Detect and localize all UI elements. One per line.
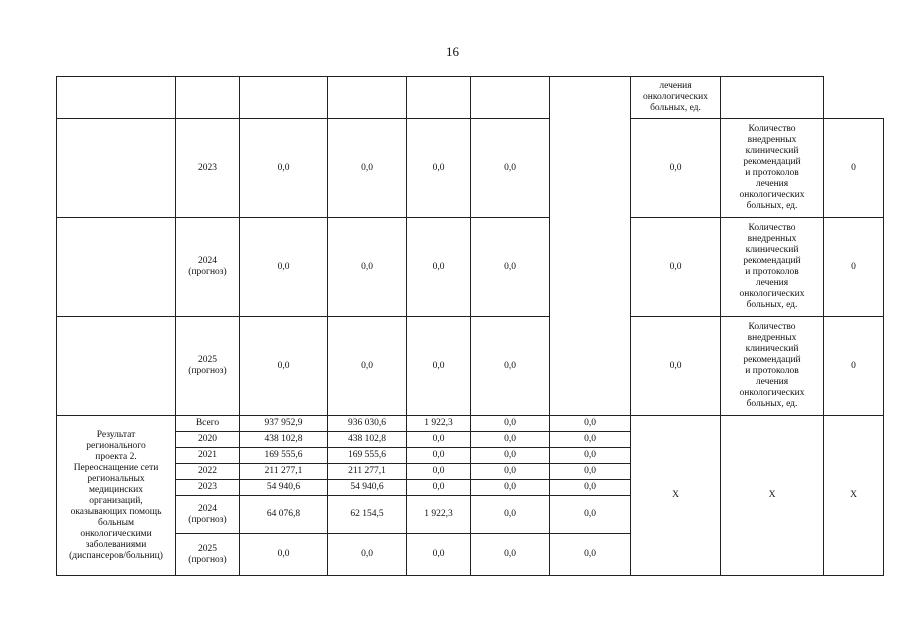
value-cell: 54 940,6 [328,480,407,496]
table-row [57,317,884,416]
value-cell: 0,0 [471,464,550,480]
indicator-text: Количество [748,223,796,233]
value-cell: 0,0 [550,496,631,534]
row-label-cell [57,77,176,119]
year-cell [176,432,240,448]
table-row [57,218,884,317]
target-cell [721,77,824,119]
value-cell: 62 154,5 [328,496,407,534]
result-label-text: заболеваниями [85,539,147,550]
indicator-text: лечения [755,179,789,189]
value-cell: 0,0 [407,218,471,317]
event-cell [550,77,631,416]
result-label-text: больным [97,517,134,528]
value-cell: 438 102,8 [328,432,407,448]
value-cell: 0,0 [407,119,471,218]
indicator-text: больных, ед. [746,399,798,409]
result-label-text: организаций, [89,495,143,506]
value-cell: 0,0 [550,416,631,432]
value-cell: 0,0 [240,317,328,416]
target-cell: 0 [824,218,884,317]
indicator-text: больных, ед. [746,201,798,211]
year-text: 2024 [198,503,217,514]
value-cell: 64 076,8 [240,496,328,534]
year-cell [176,317,240,416]
indicator-text: клинический [745,245,799,255]
result-label-text: Результат [96,429,136,440]
value-cell: 211 277,1 [240,464,328,480]
year-text: 2024 [198,256,217,266]
indicator-text: и протоколов [745,267,799,277]
year-text: (прогноз) [188,366,227,376]
result-label-cell [57,416,176,576]
value-cell: 211 277,1 [328,464,407,480]
value-cell: 0,0 [328,218,407,317]
year-cell [176,496,240,534]
value-cell: 0,0 [550,448,631,464]
result-label-text: региональных [87,473,145,484]
table-row [57,119,884,218]
value-cell: 0,0 [407,432,471,448]
value-cell: 0,0 [328,119,407,218]
indicator-text: лечения [755,377,789,387]
indicator-text: больных, ед. [746,300,798,310]
value-cell: 0,0 [240,119,328,218]
year-text: 2025 [198,543,217,554]
result-label-text: Переоснащение сети [73,462,159,473]
year-cell [176,464,240,480]
year-cell [176,480,240,496]
year-cell [176,416,240,432]
value-cell: 0,0 [631,317,721,416]
value-cell: 0,0 [407,317,471,416]
result-label-text: регионального [86,440,146,451]
x-mark-cell: X [721,416,824,576]
page-number: 16 [446,44,459,59]
value-cell: 0,0 [471,317,550,416]
table-row [57,416,884,432]
result-label-text: онкологическими [80,528,152,539]
indicator-text: внедренных [747,135,797,145]
value-cell: 0,0 [407,480,471,496]
year-text: 2025 [198,355,217,365]
indicator-text: лечения [755,278,789,288]
value-cell [176,77,240,119]
value-cell: 0,0 [550,480,631,496]
x-mark-cell: X [824,416,884,576]
value-cell: 0,0 [240,218,328,317]
result-label-text: проекта 2. [95,451,137,462]
year-cell [176,534,240,576]
value-cell: 0,0 [407,534,471,576]
row-label-cell [57,119,176,218]
value-cell: 0,0 [471,432,550,448]
value-cell: 0,0 [328,317,407,416]
row-label-cell [57,218,176,317]
value-cell: 0,0 [471,416,550,432]
year-text: 2023 [198,482,217,492]
year-text: (прогноз) [188,554,227,565]
indicator-text: клинический [745,344,799,354]
x-mark-cell: X [631,416,721,576]
year-text: 2021 [198,450,217,460]
indicator-text: рекомендаций [743,355,801,365]
year-text: 2022 [198,466,217,476]
year-text: (прогноз) [188,514,227,525]
value-cell: 0,0 [240,534,328,576]
value-cell: 0,0 [471,534,550,576]
value-cell: 169 555,6 [328,448,407,464]
value-cell [240,77,328,119]
result-label-text: медицинских [89,484,143,495]
value-cell: 0,0 [471,480,550,496]
indicator-cell [721,317,824,416]
year-text: 2020 [198,434,217,444]
value-cell: 0,0 [550,464,631,480]
value-cell: 0,0 [631,218,721,317]
value-cell: 0,0 [631,119,721,218]
value-cell: 0,0 [471,448,550,464]
year-text: 2023 [198,162,217,173]
indicator-text: онкологических [739,388,805,398]
indicator-text: клинический [745,146,799,156]
indicator-text: онкологических [643,92,708,102]
indicator-text: рекомендаций [743,256,801,266]
value-cell: 0,0 [328,534,407,576]
value-cell: 0,0 [550,432,631,448]
year-text: Всего [195,418,220,428]
table-row [57,77,884,119]
value-cell [328,77,407,119]
value-cell: 1 922,3 [407,416,471,432]
year-cell [176,119,240,218]
value-cell: 438 102,8 [240,432,328,448]
target-cell: 0 [824,317,884,416]
value-cell: 169 555,6 [240,448,328,464]
indicator-text: и протоколов [745,168,799,178]
year-cell [176,448,240,464]
value-cell: 936 030,6 [328,416,407,432]
value-cell: 0,0 [407,448,471,464]
indicator-text: внедренных [747,333,797,343]
year-text: (прогноз) [188,267,227,277]
value-cell: 0,0 [471,496,550,534]
value-cell: 937 952,9 [240,416,328,432]
indicator-text: рекомендаций [743,157,801,167]
indicator-text: Количество [748,322,796,332]
value-cell [407,77,471,119]
value-cell: 1 922,3 [407,496,471,534]
budget-table [56,76,884,576]
value-cell [471,77,550,119]
indicator-text: лечения [659,81,692,91]
indicator-text: онкологических [739,190,805,200]
row-label-cell [57,317,176,416]
value-cell: 0,0 [471,119,550,218]
result-label-text: (диспансеров/больниц) [69,550,163,561]
indicator-text: больных, ед. [650,103,701,113]
value-cell: 54 940,6 [240,480,328,496]
target-cell: 0 [824,119,884,218]
value-cell: 0,0 [550,534,631,576]
value-cell: 0,0 [407,464,471,480]
indicator-text: Количество [748,124,796,134]
indicator-text: и протоколов [745,366,799,376]
value-cell: 0,0 [471,218,550,317]
indicator-cell [721,218,824,317]
indicator-text: онкологических [739,289,805,299]
year-cell [176,218,240,317]
result-label-text: оказывающих помощь [70,506,162,517]
indicator-cell [631,77,721,119]
indicator-text: внедренных [747,234,797,244]
indicator-cell [721,119,824,218]
